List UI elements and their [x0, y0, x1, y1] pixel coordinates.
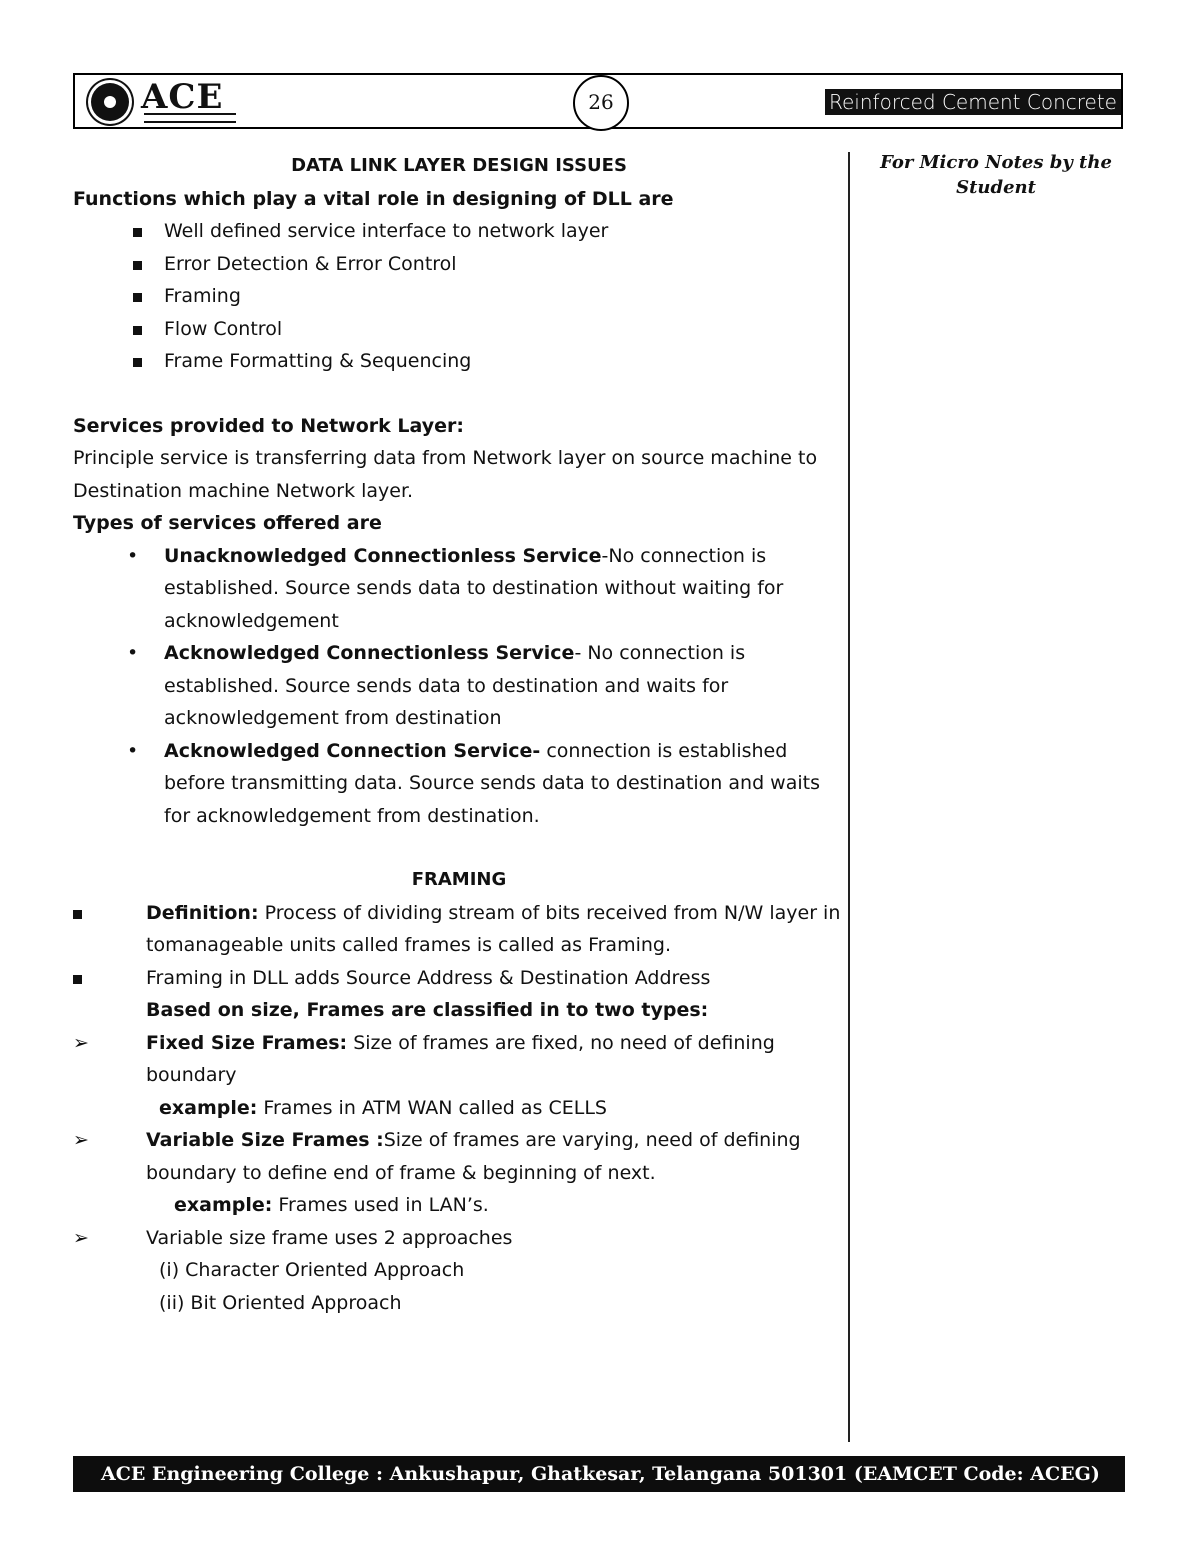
ace-logo: [89, 79, 239, 123]
gear-icon: [91, 83, 129, 121]
service-type-title: Unacknowledged Connectionless Service: [164, 544, 602, 567]
framing-list: [73, 897, 845, 1092]
section-heading-framing: FRAMING: [411, 869, 507, 890]
classified-text: Based on size, Frames are classified in to two types:: [146, 999, 709, 1021]
list-item: [73, 735, 845, 833]
list-item: [73, 540, 845, 638]
example-text: Frames in ATM WAN called as CELLS: [257, 1096, 607, 1119]
logo-underline: [144, 113, 236, 123]
subject-title: Reinforced Cement Concrete: [825, 89, 1121, 115]
example-label: example:: [159, 1096, 258, 1119]
list-item: [73, 962, 845, 995]
functions-list: [73, 215, 845, 378]
fixed-example: [73, 1092, 845, 1125]
fixed-label: Fixed Size Frames:: [146, 1031, 348, 1054]
bullet: •: [127, 642, 139, 664]
list-item: [73, 637, 845, 735]
service-type-text: - No connection is established. Source sends data to destination and waits for acknowledgement from destination: [164, 642, 746, 729]
section-heading-dll: DATA LINK LAYER DESIGN ISSUES: [291, 155, 627, 176]
approaches-text: Variable size frame uses 2 approaches: [146, 1226, 513, 1249]
list-item: Error Detection & Error Control: [73, 248, 845, 281]
service-types-list: [73, 540, 845, 833]
services-heading: Services provided to Network Layer:: [73, 414, 464, 437]
bullet: •: [127, 739, 139, 762]
fixed-text: Size of frames are fixed, no need of defining boundary: [146, 1031, 775, 1086]
list-item: Frame Formatting & Sequencing: [73, 345, 845, 378]
service-type-text: connection is established before transmitting data. Source sends data to destination and waits for acknowledgement from destination.: [164, 739, 820, 827]
arrow-bullet-icon: ➢: [73, 1226, 89, 1249]
list-item: [73, 897, 845, 962]
page-footer: ACE Engineering College : Ankushapur, Ghatkesar, Telangana 501301 (EAMCET Code: ACEG): [73, 1456, 1125, 1492]
list-item: Well defined service interface to network layer: [73, 215, 845, 248]
bullet: •: [127, 544, 139, 567]
list-item: [73, 994, 845, 1027]
service-type-title: Acknowledged Connection Service-: [164, 739, 541, 762]
framing-list-variable: [73, 1124, 845, 1189]
column-divider: [848, 152, 850, 1442]
service-type-title: Acknowledged Connectionless Service: [164, 642, 575, 664]
list-item: [73, 1027, 845, 1092]
square-bullet-icon: [73, 975, 82, 984]
variable-text: Size of frames are varying, need of defining boundary to define end of frame & beginning of next.: [146, 1129, 801, 1184]
logo-text: ACE: [141, 77, 224, 117]
main-content: [73, 150, 845, 1319]
example-label: example:: [174, 1194, 273, 1216]
framing-list-approaches: [73, 1222, 845, 1255]
address-text: Framing in DLL adds Source Address & Destination Address: [146, 966, 711, 989]
types-heading: Types of services offered are: [73, 512, 382, 534]
functions-intro: Functions which play a vital role in designing of DLL are: [73, 187, 674, 210]
arrow-bullet-icon: ➢: [73, 1031, 89, 1054]
list-item: [73, 1222, 845, 1255]
service-type-text: -No connection is established. Source sends data to destination without waiting for acknowledgement: [164, 544, 784, 632]
variable-example: [73, 1189, 845, 1222]
variable-label: Variable Size Frames :: [146, 1129, 384, 1151]
micro-notes-label: For Micro Notes by the Student: [880, 152, 1112, 198]
page-number: 26: [573, 75, 629, 131]
services-paragraph: Principle service is transferring data from Network layer on source machine to Destination machine Network layer.: [73, 447, 818, 502]
approach-1: (i) Character Oriented Approach: [159, 1259, 465, 1281]
definition-text: Process of dividing stream of bits received from N/W layer in tomanageable units called frames is called as Framing.: [146, 901, 841, 956]
list-item: [73, 1124, 845, 1189]
list-item: Framing: [73, 280, 845, 313]
arrow-bullet-icon: ➢: [73, 1129, 89, 1151]
definition-label: Definition:: [146, 901, 259, 924]
list-item: Flow Control: [73, 313, 845, 346]
square-bullet-icon: [73, 910, 82, 919]
page-header: [73, 73, 1123, 129]
example-text: Frames used in LAN’s.: [272, 1194, 489, 1216]
approach-2: (ii) Bit Oriented Approach: [159, 1291, 402, 1314]
